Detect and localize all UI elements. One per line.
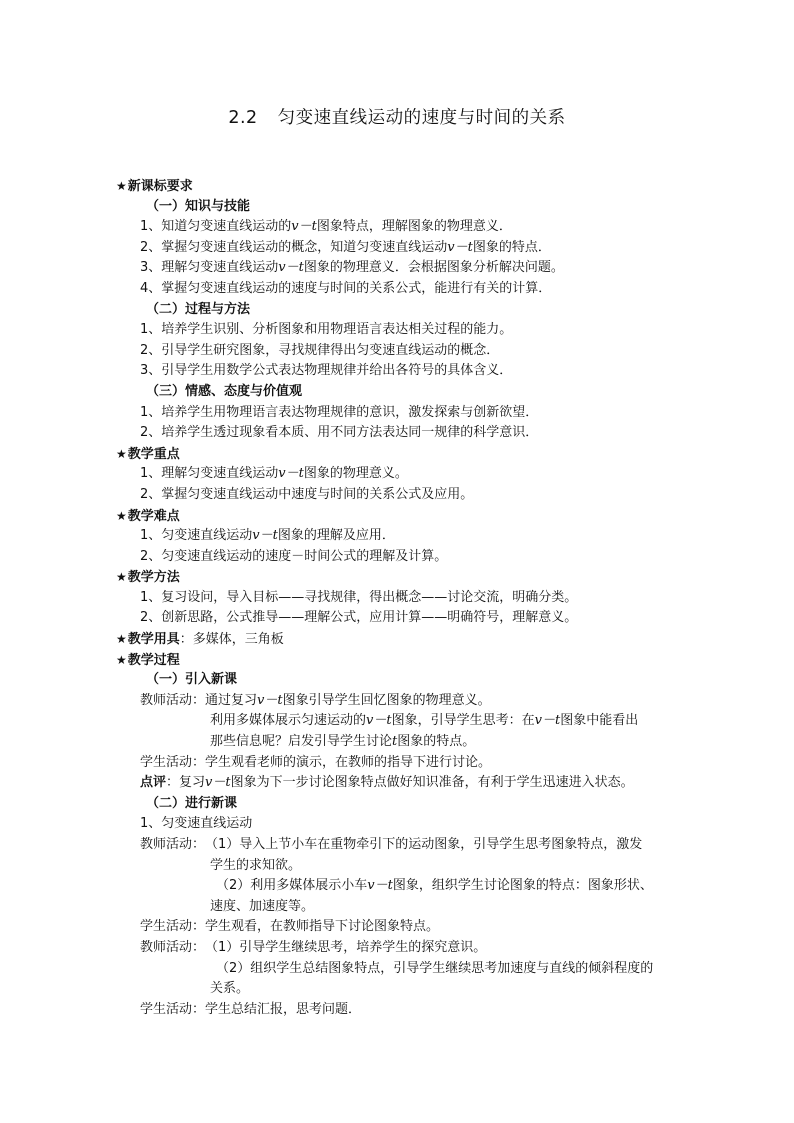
page-title: [0, 104, 794, 129]
title-text: 匀变速直线运动的速度与时间的关系: [277, 108, 566, 128]
vt-symbol: v－t: [447, 239, 473, 255]
teacher-activity-line: （2）利用多媒体展示小车v－t图象，组织学生讨论图象的特点：图象形状、: [216, 878, 653, 894]
teacher-activity-line: 利用多媒体展示匀速运动的v－t图象，引导学生思考：在v－t图象中能看出: [210, 713, 639, 729]
teacher-activity-line: 关系。: [210, 981, 250, 997]
subheading-new-lesson: （二）进行新课: [146, 795, 238, 811]
list-item: 2、引导学生研究图象，寻找规律得出匀变速直线运动的概念．: [140, 342, 500, 358]
vt-symbol: v－t: [205, 775, 231, 791]
vt-symbol: v－t: [366, 713, 392, 729]
subheading-process-methods: （二）过程与方法: [146, 301, 251, 317]
star-icon: ★: [116, 179, 127, 193]
list-item: 1、培养学生识别、分析图象和用物理语言表达相关过程的能力。: [140, 322, 513, 338]
teaching-tools: ★教学用具：多媒体，三角板: [116, 632, 284, 648]
teacher-activity-line: 速度、加速度等。: [210, 898, 315, 914]
subheading-introduction: （一）引入新课: [146, 672, 238, 688]
vt-symbol: v－t: [534, 713, 561, 729]
student-activity: 学生活动：学生观看老师的演示，在教师的指导下进行讨论。: [140, 754, 492, 770]
heading-teaching-process: ★教学过程: [116, 652, 180, 668]
list-item: 2、创新思路，公式推导——理解公式，应用计算——明确符号，理解意义。: [140, 610, 578, 626]
list-item: 4、掌握匀变速直线运动的速度与时间的关系公式，能进行有关的计算．: [140, 280, 552, 296]
section-number: 2.2: [228, 108, 258, 128]
list-item: 1、知道匀变速直线运动的v－t图象特点，理解图象的物理意义．: [140, 219, 512, 235]
vt-symbol: v－t: [367, 878, 393, 894]
vt-symbol: v－t: [257, 692, 283, 708]
lesson-plan-body: [116, 176, 696, 1020]
vt-symbol: v－t: [291, 219, 317, 235]
list-item: 1、理解匀变速直线运动v－t图象的物理意义。: [140, 466, 408, 482]
list-item: 1、培养学生用物理语言表达物理规律的意识，激发探索与创新欲望．: [140, 404, 539, 420]
list-item: 2、匀变速直线运动的速度－时间公式的理解及计算。: [140, 548, 448, 564]
topic-title: 1、匀变速直线运动: [140, 816, 253, 832]
teacher-activity-line: 学生的求知欲。: [210, 857, 302, 873]
vt-symbol: v－t: [252, 528, 278, 544]
subheading-emotion-values: （三）情感、态度与价值观: [146, 383, 303, 399]
teacher-activity-line: 那些信息呢？启发引导学生讨论t图象的特点。: [210, 734, 476, 750]
star-icon: ★: [116, 652, 127, 667]
student-activity: 学生活动：学生总结汇报，思考问题．: [140, 1001, 362, 1017]
list-item: 2、掌握匀变速直线运动的概念，知道匀变速直线运动v－t图象的特点．: [140, 239, 551, 255]
comment: 点评：复习v－t图象为下一步讨论图象特点做好知识准备，有利于学生迅速进入状态。: [140, 775, 634, 791]
heading-difficult-points: ★教学难点: [116, 508, 180, 524]
heading-curriculum-requirements: ★新课标要求: [116, 179, 193, 194]
vt-symbol: v－t: [278, 466, 304, 482]
list-item: 1、复习设问，导入目标——寻找规律，得出概念——讨论交流，明确分类。: [140, 589, 578, 605]
heading-teaching-methods: ★教学方法: [116, 570, 180, 586]
list-item: 2、培养学生透过现象看本质、用不同方法表达同一规律的科学意识．: [140, 425, 539, 441]
subheading-knowledge-skills: （一）知识与技能: [146, 198, 251, 214]
teacher-activity: 教师活动：（1）引导学生继续思考，培养学生的探究意识。: [140, 939, 487, 955]
list-item: 2、掌握匀变速直线运动中速度与时间的关系公式及应用。: [140, 486, 474, 502]
list-item: 1、匀变速直线运动v－t图象的理解及应用．: [140, 528, 395, 544]
teacher-activity: 教师活动：（1）导入上节小车在重物牵引下的运动图象，引导学生思考图象特点，激发: [140, 837, 643, 852]
star-icon: ★: [116, 508, 127, 523]
heading-key-points: ★教学重点: [116, 446, 180, 462]
t-symbol: t: [392, 734, 398, 750]
list-item: 3、引导学生用数学公式表达物理规律并给出各符号的具体含义．: [140, 363, 513, 379]
vt-symbol: v－t: [278, 260, 304, 276]
list-item: 3、理解匀变速直线运动v－t图象的物理意义．会根据图象分析解决问题。: [140, 260, 564, 276]
student-activity: 学生活动：学生观看，在教师指导下讨论图象特点。: [140, 919, 440, 935]
teacher-activity-line: （2）组织学生总结图象特点，引导学生继续思考加速度与直线的倾斜程度的: [216, 960, 654, 976]
teacher-activity: 教师活动：通过复习v－t图象引导学生回忆图象的物理意义。: [140, 692, 491, 708]
star-icon: ★: [116, 446, 127, 461]
star-icon: ★: [116, 632, 127, 647]
star-icon: ★: [116, 570, 127, 585]
